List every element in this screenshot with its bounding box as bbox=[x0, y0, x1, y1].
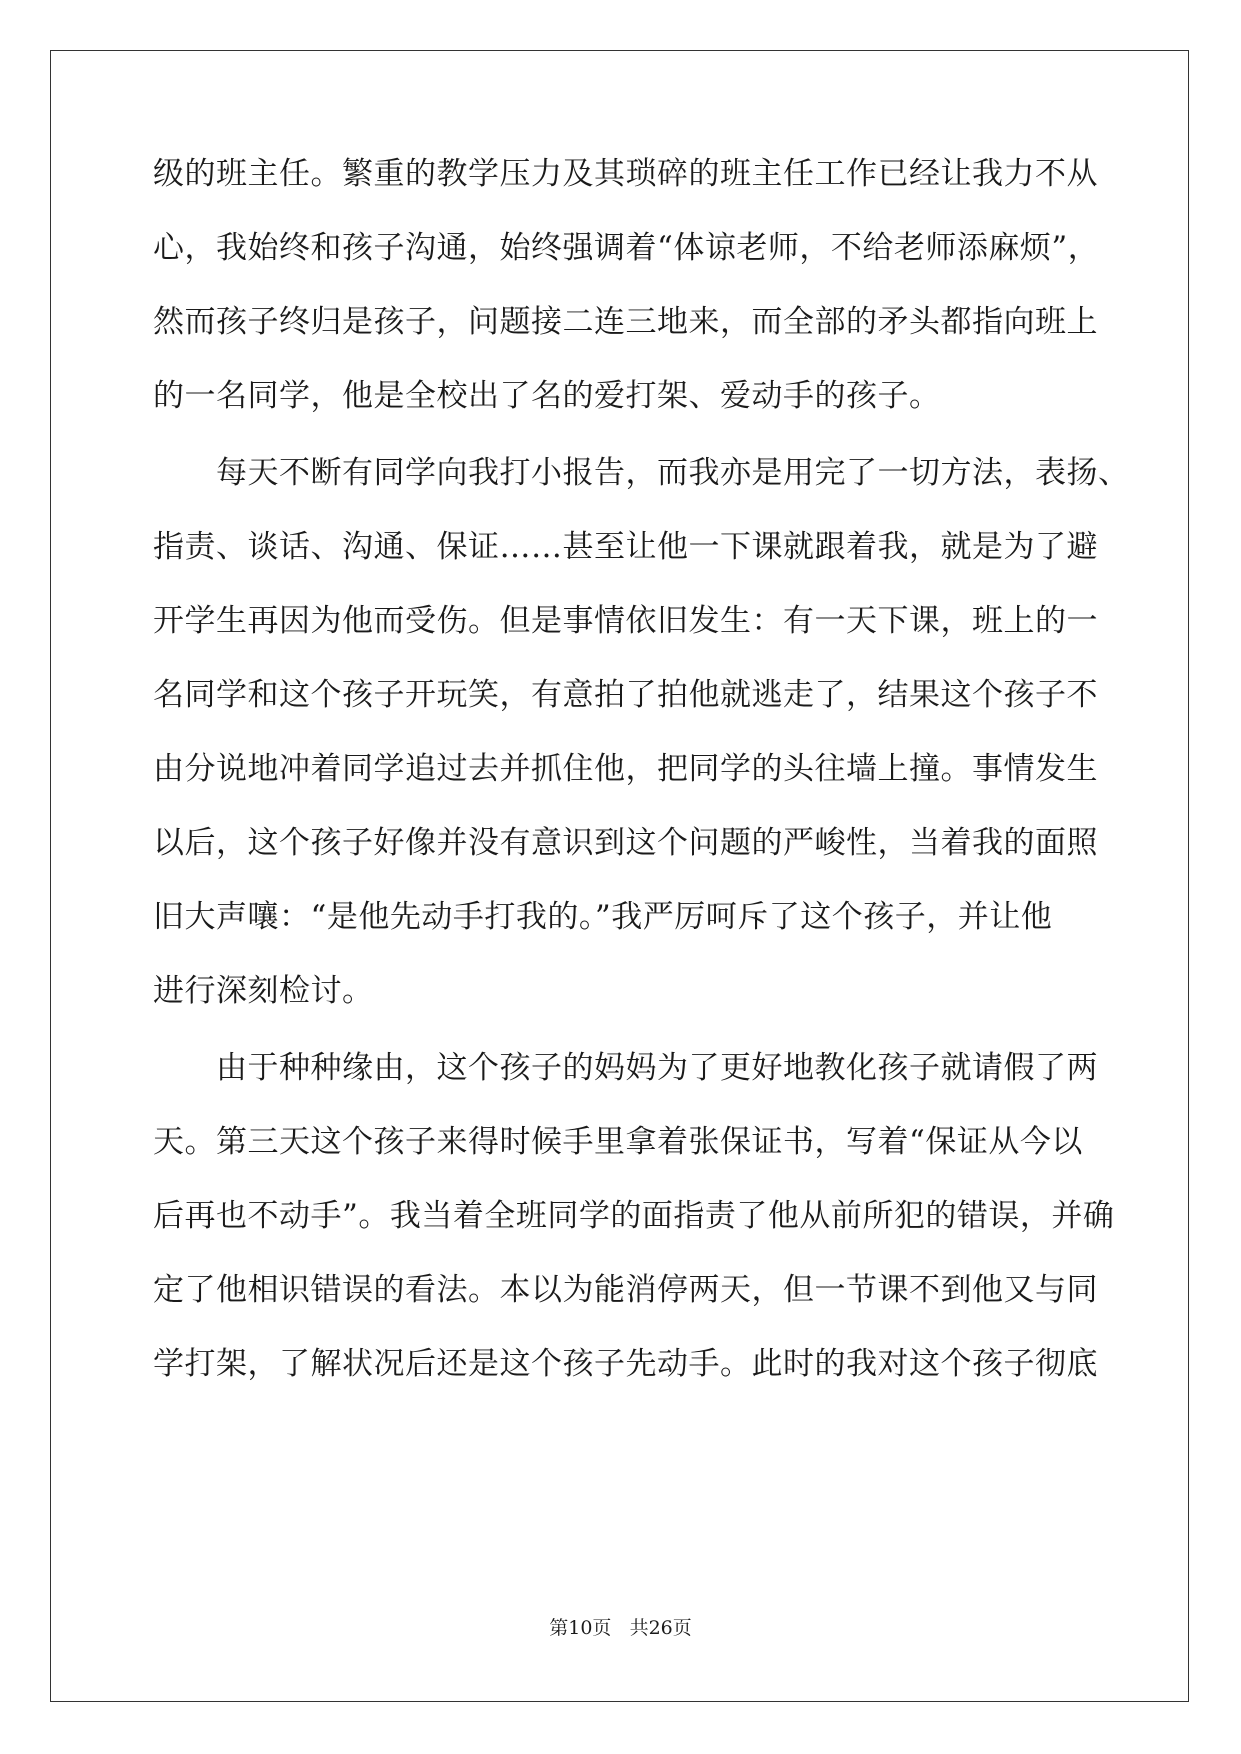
paragraph-2-line-3: 开学生再因为他而受伤。但是事情依旧发生：有一天下课，班上的一 bbox=[153, 603, 1098, 639]
paragraph-3-line-1: 由于种种缘由，这个孩子的妈妈为了更好地教化孩子就请假了两 bbox=[216, 1050, 1098, 1086]
paragraph-1-line-3: 然而孩子终归是孩子，问题接二连三地来，而全部的矛头都指向班上 bbox=[153, 304, 1098, 340]
paragraph-2-line-2: 指责、谈话、沟通、保证……甚至让他一下课就跟着我，就是为了避 bbox=[153, 529, 1098, 565]
paragraph-2-line-5: 由分说地冲着同学追过去并抓住他，把同学的头往墙上撞。事情发生 bbox=[153, 751, 1098, 787]
page-number-label: 第10页 bbox=[549, 1617, 612, 1639]
page-border bbox=[50, 50, 1189, 1702]
paragraph-2-line-4: 名同学和这个孩子开玩笑，有意拍了拍他就逃走了，结果这个孩子不 bbox=[153, 677, 1098, 713]
paragraph-1-line-4: 的一名同学，他是全校出了名的爱打架、爱动手的孩子。 bbox=[153, 378, 941, 414]
paragraph-1-line-1: 级的班主任。繁重的教学压力及其琐碎的班主任工作已经让我力不从 bbox=[153, 156, 1098, 192]
paragraph-3-line-5: 学打架，了解状况后还是这个孩子先动手。此时的我对这个孩子彻底 bbox=[153, 1346, 1098, 1382]
page-footer bbox=[0, 1616, 1241, 1640]
paragraph-3-line-4: 定了他相识错误的看法。本以为能消停两天，但一节课不到他又与同 bbox=[153, 1272, 1098, 1308]
paragraph-3-line-2: 天。第三天这个孩子来得时候手里拿着张保证书，写着“保证从今以 bbox=[153, 1124, 1083, 1160]
paragraph-1-line-2: 心，我始终和孩子沟通，始终强调着“体谅老师，不给老师添麻烦”， bbox=[153, 230, 1100, 266]
page-total-label: 共26页 bbox=[629, 1617, 692, 1639]
paragraph-2-line-6: 以后，这个孩子好像并没有意识到这个问题的严峻性，当着我的面照 bbox=[153, 825, 1098, 861]
paragraph-3-line-3: 后再也不动手”。我当着全班同学的面指责了他从前所犯的错误，并确 bbox=[153, 1198, 1115, 1234]
paragraph-2-line-1: 每天不断有同学向我打小报告，而我亦是用完了一切方法，表扬、 bbox=[216, 455, 1130, 491]
paragraph-2-line-8: 进行深刻检讨。 bbox=[153, 973, 374, 1009]
paragraph-2-line-7: 旧大声嚷：“是他先动手打我的。”我严厉呵斥了这个孩子，并让他 bbox=[153, 899, 1053, 935]
